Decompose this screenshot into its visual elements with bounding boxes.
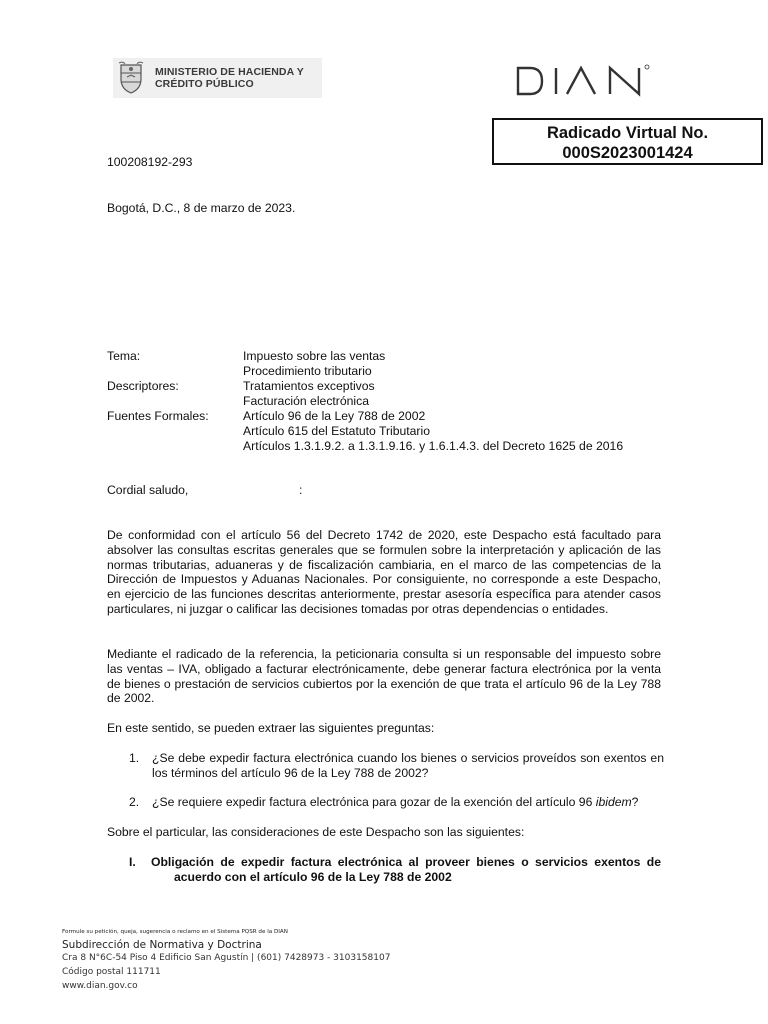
ministry-logo bbox=[113, 58, 322, 98]
fuentes-value-2: Artículo 615 del Estatuto Tributario bbox=[243, 424, 430, 438]
section-roman-numeral: I. bbox=[129, 855, 136, 869]
ministry-name-line2: CRÉDITO PÚBLICO bbox=[155, 78, 254, 90]
question-1-text: ¿Se debe expedir factura electrónica cuando los bienes o servicios proveídos son exentos en los términos del artículo 96 de la Ley 788 de 2002? bbox=[152, 751, 664, 780]
colombia-crest-icon bbox=[117, 61, 145, 95]
fuentes-value-3: Artículos 1.3.1.9.2. a 1.3.1.9.16. y 1.6.1.4.3. del Decreto 1625 de 2016 bbox=[243, 439, 624, 453]
section-title-line2: acuerdo con el artículo 96 de la Ley 788 de 2002 bbox=[174, 870, 452, 884]
question-2-text-main: ¿Se requiere expedir factura electrónica para gozar de la exención del artículo 96 bbox=[152, 795, 596, 809]
radicado-number: 000S2023001424 bbox=[562, 144, 693, 162]
question-2-number: 2. bbox=[129, 795, 140, 809]
greeting: Cordial saludo, bbox=[107, 483, 189, 497]
footer-pqsr-note: Formule su petición, queja, sugerencia o reclamo en el Sistema PQSR de la DIAN bbox=[62, 929, 288, 935]
ministry-name-line1: MINISTERIO DE HACIENDA Y bbox=[155, 66, 304, 78]
dian-logo bbox=[515, 62, 655, 98]
footer-department: Subdirección de Normativa y Doctrina bbox=[62, 939, 262, 951]
footer-postal-code: Código postal 111711 bbox=[62, 967, 161, 977]
descriptores-value-1: Tratamientos exceptivos bbox=[243, 379, 375, 393]
descriptores-label: Descriptores: bbox=[107, 379, 179, 393]
paragraph-competencia: De conformidad con el artículo 56 del Decreto 1742 de 2020, este Despacho está facultado para absolver las consultas escritas generales que se formulen sobre la interpretación y aplicación de las normas tributarias, aduaneras y de fiscalización cambiaria, en el marco de las competencias de la Dirección de Impuestos y Aduanas Nacionales. Por consiguiente, no corresponde a este Despacho, en ejercicio de las funciones descritas anteriormente, prestar asesoría específica para atender casos particulares, ni juzgar o calificar las decisiones tomadas por otras dependencias o entidades. bbox=[107, 528, 661, 616]
radicado-box bbox=[492, 118, 763, 165]
footer-address: Cra 8 N°6C-54 Piso 4 Edificio San Agustín | (601) 7428973 - 3103158107 bbox=[62, 953, 391, 963]
question-1-number: 1. bbox=[129, 751, 140, 765]
question-2-question-mark: ? bbox=[631, 795, 639, 809]
tema-value-1: Impuesto sobre las ventas bbox=[243, 349, 386, 363]
paragraph-consideraciones: Sobre el particular, las consideraciones de este Despacho son las siguientes: bbox=[107, 825, 525, 839]
section-title-line1: Obligación de expedir factura electrónica al proveer bienes o servicios exentos de bbox=[151, 855, 661, 869]
footer-website[interactable]: www.dian.gov.co bbox=[62, 981, 138, 991]
paragraph-preguntas-intro: En este sentido, se pueden extraer las siguientes preguntas: bbox=[107, 721, 435, 735]
question-2-ibidem: ibidem bbox=[595, 795, 632, 809]
greeting-colon: : bbox=[299, 483, 303, 497]
tema-label: Tema: bbox=[107, 349, 141, 363]
radicado-label: Radicado Virtual No. bbox=[546, 124, 709, 142]
fuentes-label: Fuentes Formales: bbox=[107, 409, 209, 423]
fuentes-value-1: Artículo 96 de la Ley 788 de 2002 bbox=[243, 409, 426, 423]
tema-value-2: Procedimiento tributario bbox=[243, 364, 372, 378]
paragraph-consulta: Mediante el radicado de la referencia, la peticionaria consulta si un responsable del impuesto sobre las ventas – IVA, obligado a facturar electrónicamente, debe generar factura electrónica por la venta de bienes o prestación de servicios cubiertos por la exención de que trata el artículo 96 de la Ley 788 de 2002. bbox=[107, 647, 661, 706]
descriptores-value-2: Facturación electrónica bbox=[243, 394, 369, 408]
reference-number: 100208192-293 bbox=[107, 155, 193, 169]
date-line: Bogotá, D.C., 8 de marzo de 2023. bbox=[107, 201, 296, 215]
question-2-text bbox=[152, 795, 638, 810]
